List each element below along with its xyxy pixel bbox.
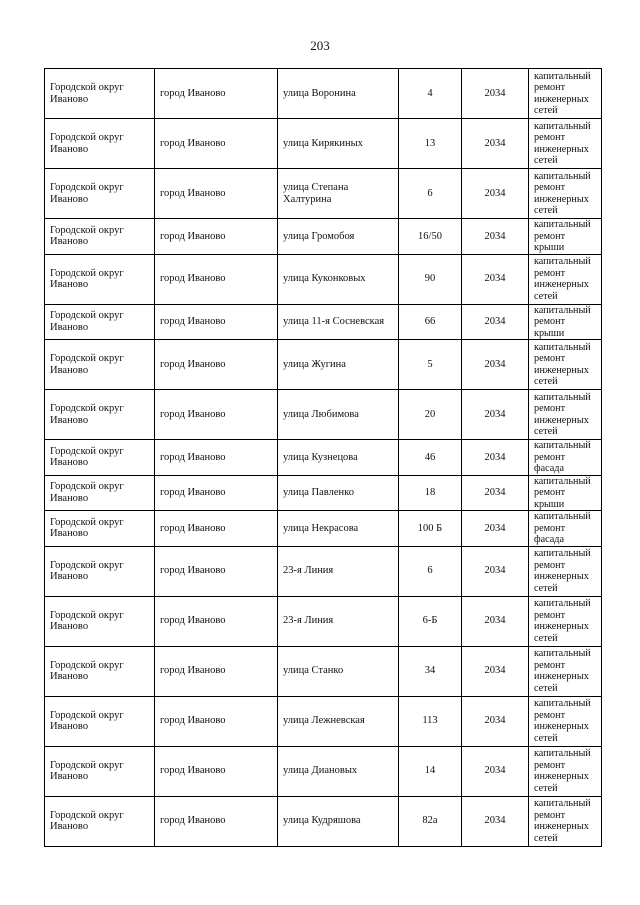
year-cell: 2034 xyxy=(462,254,529,304)
work-type-cell: капитальный ремонт инженерных сетей xyxy=(529,596,602,646)
city-cell: город Иваново xyxy=(155,596,278,646)
work-type-cell: капитальный ремонт инженерных сетей xyxy=(529,796,602,846)
year-cell: 2034 xyxy=(462,119,529,169)
district-cell: Городской округ Иваново xyxy=(45,796,155,846)
table-row xyxy=(45,390,602,440)
city-cell: город Иваново xyxy=(155,475,278,511)
district-cell: Городской округ Иваново xyxy=(45,390,155,440)
street-cell: улица Громобоя xyxy=(278,219,399,255)
street-cell: улица Кирякиных xyxy=(278,119,399,169)
work-type-cell: капитальный ремонт инженерных сетей xyxy=(529,340,602,390)
table-row xyxy=(45,696,602,746)
work-type-cell: капитальный ремонт инженерных сетей xyxy=(529,646,602,696)
house-number-cell: 100 Б xyxy=(399,511,462,547)
city-cell: город Иваново xyxy=(155,119,278,169)
city-cell: город Иваново xyxy=(155,696,278,746)
table-body xyxy=(45,69,602,847)
table-row xyxy=(45,119,602,169)
district-cell: Городской округ Иваново xyxy=(45,546,155,596)
year-cell: 2034 xyxy=(462,546,529,596)
house-number-cell: 6 xyxy=(399,169,462,219)
street-cell: улица Павленко xyxy=(278,475,399,511)
street-cell: улица Лежневская xyxy=(278,696,399,746)
work-type-cell: капитальный ремонт инженерных сетей xyxy=(529,254,602,304)
house-number-cell: 16/50 xyxy=(399,219,462,255)
year-cell: 2034 xyxy=(462,511,529,547)
year-cell: 2034 xyxy=(462,440,529,476)
city-cell: город Иваново xyxy=(155,546,278,596)
year-cell: 2034 xyxy=(462,169,529,219)
table-row xyxy=(45,511,602,547)
house-number-cell: 113 xyxy=(399,696,462,746)
work-type-cell: капитальный ремонт инженерных сетей xyxy=(529,746,602,796)
house-number-cell: 14 xyxy=(399,746,462,796)
street-cell: улица Жугина xyxy=(278,340,399,390)
table-row xyxy=(45,646,602,696)
table-row xyxy=(45,304,602,340)
work-type-cell: капитальный ремонт инженерных сетей xyxy=(529,696,602,746)
street-cell: улица Любимова xyxy=(278,390,399,440)
district-cell: Городской округ Иваново xyxy=(45,475,155,511)
year-cell: 2034 xyxy=(462,796,529,846)
city-cell: город Иваново xyxy=(155,169,278,219)
repair-registry-table xyxy=(44,68,602,847)
district-cell: Городской округ Иваново xyxy=(45,119,155,169)
table-row xyxy=(45,746,602,796)
district-cell: Городской округ Иваново xyxy=(45,746,155,796)
street-cell: улица Кузнецова xyxy=(278,440,399,476)
city-cell: город Иваново xyxy=(155,746,278,796)
house-number-cell: 66 xyxy=(399,304,462,340)
work-type-cell: капитальный ремонт инженерных сетей xyxy=(529,390,602,440)
street-cell: улица Кудряшова xyxy=(278,796,399,846)
district-cell: Городской округ Иваново xyxy=(45,696,155,746)
district-cell: Городской округ Иваново xyxy=(45,69,155,119)
year-cell: 2034 xyxy=(462,390,529,440)
house-number-cell: 46 xyxy=(399,440,462,476)
street-cell: 23-я Линия xyxy=(278,546,399,596)
house-number-cell: 4 xyxy=(399,69,462,119)
street-cell: 23-я Линия xyxy=(278,596,399,646)
table-row xyxy=(45,340,602,390)
work-type-cell: капитальный ремонт инженерных сетей xyxy=(529,119,602,169)
district-cell: Городской округ Иваново xyxy=(45,254,155,304)
house-number-cell: 6 xyxy=(399,546,462,596)
street-cell: улица Диановых xyxy=(278,746,399,796)
city-cell: город Иваново xyxy=(155,511,278,547)
district-cell: Городской округ Иваново xyxy=(45,511,155,547)
house-number-cell: 5 xyxy=(399,340,462,390)
city-cell: город Иваново xyxy=(155,390,278,440)
work-type-cell: капитальный ремонт крыши xyxy=(529,304,602,340)
house-number-cell: 34 xyxy=(399,646,462,696)
table-row xyxy=(45,169,602,219)
district-cell: Городской округ Иваново xyxy=(45,219,155,255)
district-cell: Городской округ Иваново xyxy=(45,596,155,646)
city-cell: город Иваново xyxy=(155,69,278,119)
district-cell: Городской округ Иваново xyxy=(45,646,155,696)
house-number-cell: 90 xyxy=(399,254,462,304)
work-type-cell: капитальный ремонт инженерных сетей xyxy=(529,69,602,119)
table-row xyxy=(45,440,602,476)
street-cell: улица Станко xyxy=(278,646,399,696)
house-number-cell: 20 xyxy=(399,390,462,440)
table-row xyxy=(45,69,602,119)
table-row xyxy=(45,219,602,255)
year-cell: 2034 xyxy=(462,696,529,746)
district-cell: Городской округ Иваново xyxy=(45,340,155,390)
year-cell: 2034 xyxy=(462,596,529,646)
city-cell: город Иваново xyxy=(155,646,278,696)
table-row xyxy=(45,254,602,304)
year-cell: 2034 xyxy=(462,475,529,511)
work-type-cell: капитальный ремонт фасада xyxy=(529,511,602,547)
district-cell: Городской округ Иваново xyxy=(45,169,155,219)
city-cell: город Иваново xyxy=(155,254,278,304)
work-type-cell: капитальный ремонт инженерных сетей xyxy=(529,169,602,219)
year-cell: 2034 xyxy=(462,746,529,796)
street-cell: улица Воронина xyxy=(278,69,399,119)
table-row xyxy=(45,475,602,511)
street-cell: улица 11-я Сосневская xyxy=(278,304,399,340)
table-row xyxy=(45,596,602,646)
year-cell: 2034 xyxy=(462,219,529,255)
city-cell: город Иваново xyxy=(155,440,278,476)
work-type-cell: капитальный ремонт крыши xyxy=(529,219,602,255)
district-cell: Городской округ Иваново xyxy=(45,304,155,340)
page-number: 203 xyxy=(310,38,330,53)
city-cell: город Иваново xyxy=(155,340,278,390)
city-cell: город Иваново xyxy=(155,219,278,255)
street-cell: улица Степана Халтурина xyxy=(278,169,399,219)
city-cell: город Иваново xyxy=(155,304,278,340)
house-number-cell: 13 xyxy=(399,119,462,169)
house-number-cell: 6-Б xyxy=(399,596,462,646)
work-type-cell: капитальный ремонт крыши xyxy=(529,475,602,511)
year-cell: 2034 xyxy=(462,69,529,119)
work-type-cell: капитальный ремонт фасада xyxy=(529,440,602,476)
year-cell: 2034 xyxy=(462,646,529,696)
street-cell: улица Некрасова xyxy=(278,511,399,547)
table-row xyxy=(45,546,602,596)
district-cell: Городской округ Иваново xyxy=(45,440,155,476)
city-cell: город Иваново xyxy=(155,796,278,846)
work-type-cell: капитальный ремонт инженерных сетей xyxy=(529,546,602,596)
house-number-cell: 82а xyxy=(399,796,462,846)
year-cell: 2034 xyxy=(462,340,529,390)
street-cell: улица Куконковых xyxy=(278,254,399,304)
table-row xyxy=(45,796,602,846)
year-cell: 2034 xyxy=(462,304,529,340)
house-number-cell: 18 xyxy=(399,475,462,511)
